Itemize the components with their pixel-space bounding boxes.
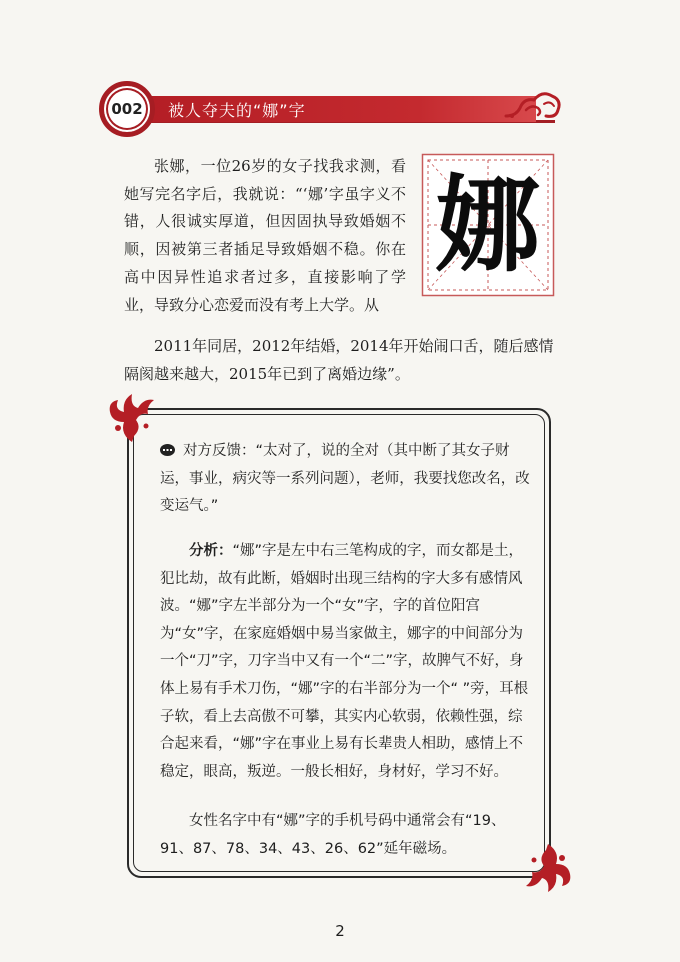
cloud-ornament-icon xyxy=(502,86,564,124)
feedback-paragraph xyxy=(160,438,532,521)
corner-ornament-icon xyxy=(104,388,160,444)
analysis-label: 分析： xyxy=(189,543,233,559)
intro-paragraph-2: 2011年同居，2012年结婚，2014年开始闹口舌，随后感情隔阂越来越大，2015年已到了离婚边缘”。 xyxy=(124,337,554,383)
speech-bubble-icon xyxy=(160,444,175,456)
grid-character: 娜 xyxy=(435,164,540,286)
header-banner xyxy=(148,96,536,122)
footnote-paragraph: 女性名字中有“娜”字的手机号码中通常会有“19、91、87、78、34、43、26、62”延年磁场。 xyxy=(160,813,506,857)
page-number: 2 xyxy=(335,922,345,940)
section-number-badge xyxy=(99,81,155,137)
analysis-paragraph xyxy=(160,538,532,786)
analysis-text: “娜”字是左中右三笔构成的字，而女都是土，犯比劫，故有此断，婚姻时出现三结构的字大多有感情风波。“娜”字左半部分为一个“女”字，字的首位阳宫为“女”字，在家庭婚姻中易当家做主，娜字的中间部分为一个“刀”字，刀字当中又有一个“二”字，故脾气不好，身体上易有手术刀伤，“娜”字的右半部分为一个“ ”旁，耳根子软，看上去高傲不可攀，其实内心软弱，依赖性强，综合起来看，“娜”字在事业上易有长辈贵人相助，感情上不稳定，眼高，叛逆。一般长相好，身材好，学习不好。 xyxy=(160,543,529,780)
feedback-text: 对方反馈：“太对了，说的全对（其中断了其女子财运，事业，病灾等一系列问题），老师，我要找您改名，改变运气。” xyxy=(160,443,530,514)
character-grid xyxy=(421,153,555,297)
section-number: 002 xyxy=(111,100,143,118)
intro-paragraph-1: 张娜，一位26岁的女子找我求测，看她写完名字后，我就说：“‘娜’字虽字义不错，人很诚实厚道，但因固执导致婚姻不顺，因被第三者插足导致婚姻不稳。你在高中因异性追求者过多，直接影响了学业，导致分心恋爱而没有考上大学。从 xyxy=(124,157,406,314)
section-title: 被人夺夫的“娜”字 xyxy=(168,101,306,120)
intro-text xyxy=(124,153,406,319)
